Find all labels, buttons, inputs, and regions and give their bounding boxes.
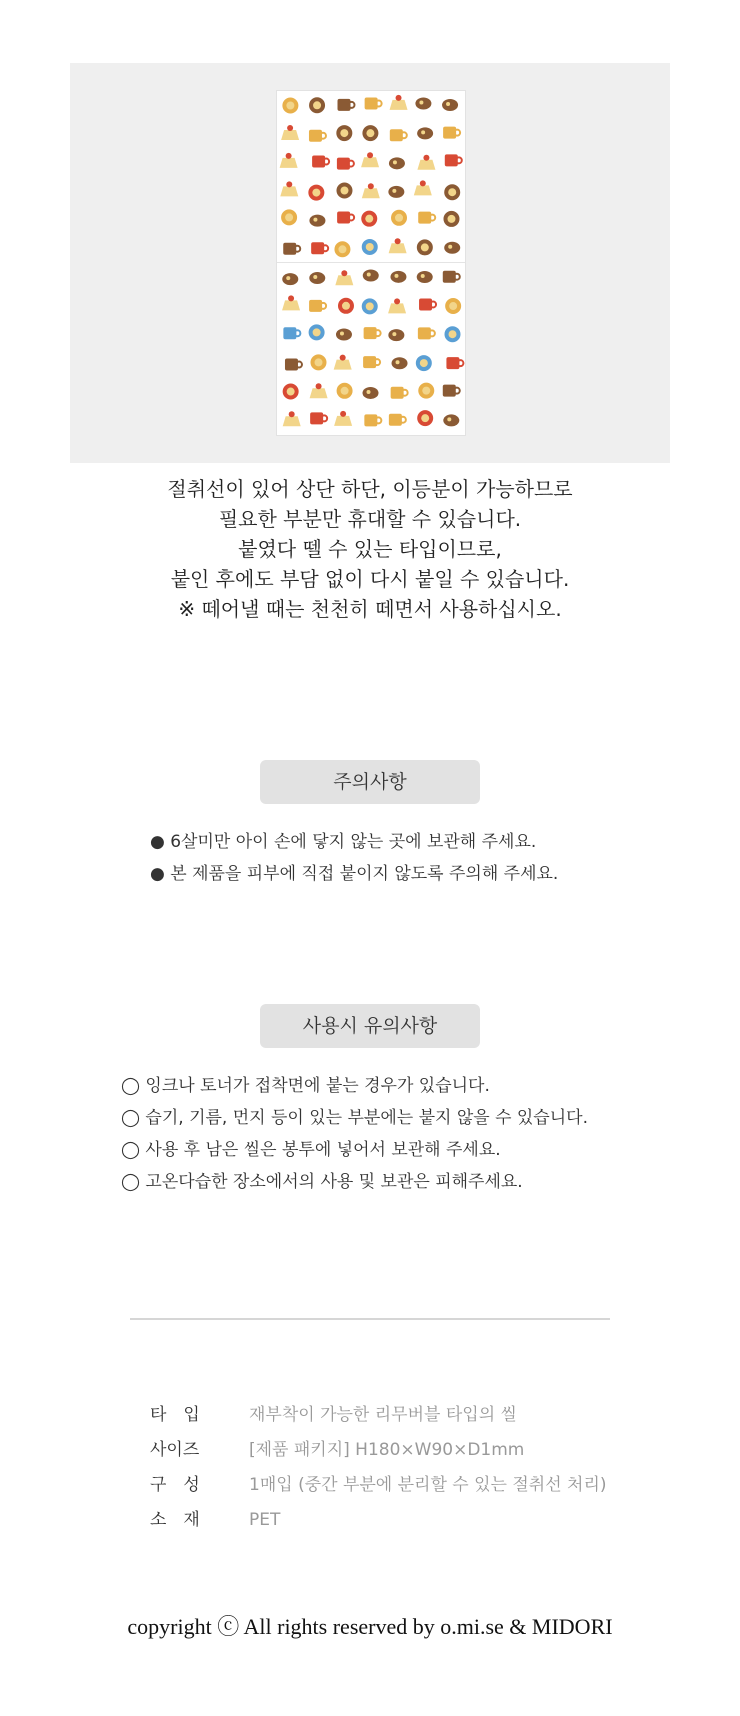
- sticker-motif: [283, 411, 301, 426]
- copyright-notice: copyright ⓒ All rights reserved by o.mi.se & MIDORI: [127, 1614, 613, 1639]
- sticker-motif: [309, 272, 325, 284]
- usage-note-item: ◯ 사용 후 남은 씰은 봉투에 넣어서 보관해 주세요.: [121, 1140, 501, 1160]
- sticker-motif: [360, 210, 378, 228]
- sticker-motif: [333, 240, 351, 258]
- sticker-motif: [389, 238, 407, 253]
- spec-row-contents: [150, 1468, 607, 1503]
- sticker-motif: [390, 129, 407, 141]
- sticker-motif: [285, 359, 302, 371]
- sticker-motif: [443, 271, 460, 283]
- caution-item: ● 6살미만 아이 손에 닿지 않는 곳에 보관해 주세요.: [150, 832, 537, 852]
- sticker-motif: [282, 273, 298, 285]
- sticker-motif: [442, 99, 458, 111]
- sticker-motif: [309, 215, 325, 227]
- sticker-motif: [307, 184, 325, 202]
- sticker-motif: [309, 130, 326, 142]
- usage-note-item: ◯ 고온다습한 장소에서의 사용 및 보관은 피해주세요.: [121, 1172, 523, 1192]
- sticker-motif: [362, 183, 380, 198]
- sticker-motif: [389, 414, 406, 426]
- sticker-motif: [312, 156, 329, 168]
- spec-label: 구 성: [150, 1475, 200, 1495]
- sticker-motif: [361, 152, 379, 167]
- sticker-motif: [419, 298, 436, 310]
- sticker-motif: [282, 295, 300, 310]
- sticker-motif: [388, 298, 406, 313]
- sticker-motif: [337, 158, 354, 170]
- sticker-motif: [364, 414, 381, 426]
- sticker-motif: [309, 300, 326, 312]
- usage-notes-heading: 사용시 유의사항: [260, 1004, 480, 1048]
- spec-value: [제품 패키지] H180×W90×D1mm: [249, 1440, 525, 1460]
- sticker-motif: [443, 127, 460, 139]
- spec-label: 사이즈: [150, 1440, 200, 1460]
- sticker-motif: [417, 155, 435, 170]
- spec-label: 타 입: [150, 1405, 200, 1425]
- spec-value: 재부착이 가능한 리무버블 타입의 씰: [249, 1405, 517, 1425]
- sticker-motif: [418, 212, 435, 224]
- sticker-motif: [281, 125, 299, 140]
- product-description: [0, 474, 740, 624]
- sticker-motif: [280, 208, 298, 226]
- caution-heading: 주의사항: [260, 760, 480, 804]
- sticker-motif: [336, 328, 352, 340]
- sticker-motif: [361, 124, 379, 142]
- sticker-motif: [310, 383, 328, 398]
- sticker-motif: [415, 97, 431, 109]
- sticker-motif: [388, 186, 404, 198]
- sticker-motif: [336, 382, 354, 400]
- sticker-motif: [444, 325, 462, 343]
- sticker-motif: [443, 414, 459, 426]
- sticker-motif: [417, 127, 433, 139]
- sticker-motif: [417, 271, 433, 283]
- sticker-motif: [334, 355, 352, 370]
- sticker-motif: [442, 210, 460, 228]
- sticker-motif: [361, 238, 379, 256]
- sticker-motif: [334, 411, 352, 426]
- sticker-motif: [311, 242, 328, 254]
- sticker-motif: [335, 124, 353, 142]
- sticker-motif: [444, 242, 460, 254]
- sticker-motif: [310, 412, 327, 424]
- sticker-motif: [280, 153, 298, 168]
- spec-row-size: [150, 1433, 607, 1468]
- sticker-motif: [337, 297, 355, 315]
- description-line: ※ 떼어낼 때는 천천히 떼면서 사용하십시오.: [178, 597, 562, 621]
- sticker-motif: [445, 154, 462, 166]
- sticker-motif: [418, 327, 435, 339]
- sticker-motif: [363, 270, 379, 282]
- perforation-line: [277, 262, 465, 263]
- sticker-motif: [365, 98, 382, 110]
- spec-value: PET: [249, 1510, 281, 1530]
- usage-note-item: ◯ 잉크나 토너가 접착면에 붙는 경우가 있습니다.: [121, 1076, 490, 1096]
- sticker-illustrations: [277, 91, 465, 435]
- sticker-motif: [283, 243, 300, 255]
- sticker-motif: [308, 96, 326, 114]
- sticker-motif: [281, 96, 299, 114]
- caution-item: ● 본 제품을 피부에 직접 붙이지 않도록 주의해 주세요.: [150, 864, 559, 884]
- sticker-motif: [308, 323, 326, 341]
- sticker-motif: [283, 327, 300, 339]
- sticker-motif: [389, 157, 405, 169]
- description-line: 붙인 후에도 부담 없이 다시 붙일 수 있습니다.: [170, 567, 570, 591]
- description-line: 붙였다 뗄 수 있는 타입이므로,: [238, 537, 502, 561]
- sticker-motif: [416, 409, 434, 427]
- sticker-motif: [415, 354, 433, 372]
- spec-table: [150, 1398, 607, 1538]
- sticker-motif: [414, 180, 432, 195]
- sticker-motif: [364, 327, 381, 339]
- description-line: 필요한 부분만 휴대할 수 있습니다.: [218, 507, 522, 531]
- sticker-motif: [282, 383, 300, 401]
- sticker-motif: [337, 211, 354, 223]
- sticker-motif: [390, 95, 408, 110]
- sticker-motif: [391, 387, 408, 399]
- sticker-motif: [417, 382, 435, 400]
- sticker-motif: [335, 270, 353, 285]
- sticker-motif: [446, 357, 463, 369]
- sticker-motif: [444, 297, 462, 315]
- sticker-motif: [280, 181, 298, 196]
- spec-value: 1매입 (중간 부분에 분리할 수 있는 절취선 처리): [249, 1475, 607, 1495]
- sticker-motif: [390, 209, 408, 227]
- sticker-motif: [363, 356, 380, 368]
- description-line: 절취선이 있어 상단 하단, 이등분이 가능하므로: [167, 477, 573, 501]
- section-divider: [130, 1318, 610, 1320]
- caution-list: [150, 826, 558, 890]
- spec-row-material: [150, 1503, 607, 1538]
- sticker-motif: [338, 99, 355, 111]
- sticker-motif: [335, 182, 353, 200]
- usage-notes-list: [121, 1070, 588, 1198]
- usage-note-item: ◯ 습기, 기름, 먼지 등이 있는 부분에는 붙지 않을 수 있습니다.: [121, 1108, 588, 1128]
- sticker-motif: [392, 357, 408, 369]
- sticker-motif: [388, 329, 404, 341]
- sticker-motif: [443, 183, 461, 201]
- sticker-motif: [416, 238, 434, 256]
- spec-label: 소 재: [150, 1510, 200, 1530]
- sticker-motif: [309, 353, 327, 371]
- product-photo: [70, 63, 670, 463]
- spec-row-type: [150, 1398, 607, 1433]
- sticker-motif: [390, 271, 406, 283]
- sticker-motif: [363, 387, 379, 399]
- sticker-motif: [443, 385, 460, 397]
- sticker-sheet: [276, 90, 466, 436]
- sticker-motif: [361, 297, 379, 315]
